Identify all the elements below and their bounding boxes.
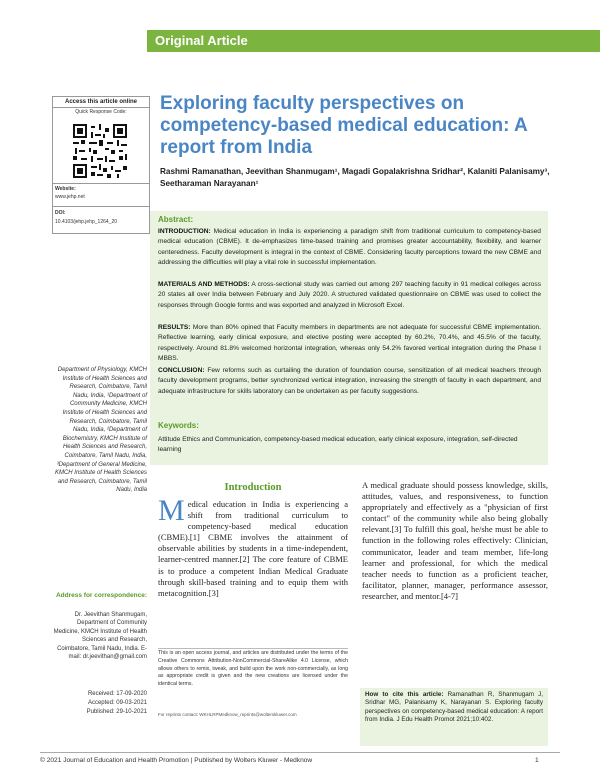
accepted-date: Accepted: 09-03-2021 xyxy=(87,699,147,706)
qr-code-icon[interactable] xyxy=(73,124,127,178)
website-label: Website: xyxy=(55,186,76,192)
abstract-conclusion-text: Few reforms such as curtailing the duration of foundation course, sensitization of all medical teachers through faculty development programs, better synchronized vertical integration, increasing the strength of faculty in each department, and adequate infrastructure for skills laboratory can be undertaken as per faculty suggestions. xyxy=(158,367,541,395)
body-column-2: A medical graduate should possess knowledge, skills, attitudes, values, and responsiveness, to function appropriately and effectively as a "physician of first contact" of the community while also being globally relevant.[3] To fulfill this goal, he/she must be able to function in the following roles effectively: Clinician, communicator, leader and team member, life-long learner and professional, for which the medical teacher needs to function as a proficient teacher, facilitator, planner, manager, performance assessor, researcher, and mentor.[4-7] xyxy=(362,480,548,601)
access-title: Access this article online xyxy=(52,96,150,108)
introduction-heading: Introduction xyxy=(224,482,282,493)
abstract-conclusion-label: CONCLUSION: xyxy=(158,367,205,374)
footer-text: © 2021 Journal of Education and Health Promotion | Published by Wolters Kluwer - Medknow xyxy=(40,757,313,764)
correspondence-address: Dr. Jeevithan Shanmugam, Department of Community Medicine, KMCH Institute of Health Sciences and Research, Coimbatore, Tamil Nadu, India. E-mail: dr.jeevithan@gmail.com xyxy=(53,612,147,661)
abstract-introduction xyxy=(158,227,541,268)
page-number: 1 xyxy=(535,757,539,764)
article-type-banner: Original Article xyxy=(147,30,600,52)
abstract-heading: Abstract: xyxy=(158,215,194,224)
abstract-results-text: More than 80% opined that Faculty members in departments are not adequate for successful CBME implementation. Reflective learning, early clinical exposure, and elective posting were accepted by 60.2%, 70.4%, and 45.5% of the faculty, respectively. Around 81.8% welcomed horizontal integration, whereas only 54.2% favored vertical integration during the Phase I MBBS. xyxy=(158,324,541,362)
open-access-notice: This is an open access journal, and articles are distributed under the terms of the Creative Commons Attribution-NonCommercial-ShareAlike 4.0 License, which allows others to remix, tweak, and build upon the work non-commercially, as long as appropriate credit is given and the new creations are licensed under the identical terms. xyxy=(158,650,348,688)
citation-text xyxy=(365,691,543,725)
body-column-1 xyxy=(158,494,348,599)
article-title: Exploring faculty perspectives on competency-based medical education: A report from India xyxy=(160,93,528,158)
abstract-results xyxy=(158,323,541,364)
received-date: Received: 17-09-2020 xyxy=(87,691,147,697)
affiliations: Department of Physiology, KMCH Institute of Health Sciences and Research, Coimbatore, Tamil Nadu, India, ¹Department of Community Medicine, KMCH Institute of Health Sciences and Research, Coimbatore, Tamil Nadu, India, ²Department of Biochemistry, KMCH Institute of Health Sciences and Research, Coimbatore, Tamil Nadu, India, ³Department of General Medicine, KMCH Institute of Health Sciences and Research, Coimbatore, Tamil Nadu, India xyxy=(54,367,147,494)
abstract-methods-label: MATERIALS AND METHODS: xyxy=(158,281,250,288)
sidebar-divider xyxy=(52,183,150,184)
abstract-intro-label: INTRODUCTION: xyxy=(158,228,211,235)
qr-label: Quick Response Code: xyxy=(75,109,127,115)
drop-cap: M xyxy=(158,494,185,527)
doi-link[interactable]: 10.4103/jehp.jehp_1264_20 xyxy=(55,219,118,225)
abstract-intro-text: Medical education in India is experiencing a paradigm shift from traditional curriculum to competency-based medical education (CBME). It de-emphasizes time-based training and promises greater accountability, flexibility, and learner centeredness. Faculty development is integral in the context of CBME. Considering faculty perceptions toward the new CBME and addressing the difficulties will play a vital role in successful implementation. xyxy=(158,228,541,266)
abstract-conclusion xyxy=(158,366,541,397)
author-list: Rashmi Ramanathan, Jeevithan Shanmugam¹, Magadi Gopalakrishna Sridhar², Kalaniti Palanisamy³, Seetharaman Narayanan¹ xyxy=(160,167,550,188)
citation-label: How to cite this article: xyxy=(365,691,444,698)
abstract-methods-text: A cross-sectional study was carried out among 297 teaching faculty in 91 medical colleges across 20 states all over India between February and July 2020. A structured validated questionnaire on CBME was used to collect the responses through Google forms and was exported and analyzed in Microsoft Excel. xyxy=(158,281,541,309)
sidebar-divider xyxy=(52,206,150,207)
abstract-methods xyxy=(158,280,541,311)
citation-body: Ramanathan R, Shanmugam J, Sridhar MG, Palanisamy K, Narayanan S. Exploring faculty perspectives on competency-based medical education: A report from India. J Edu Health Promot 2021;10:402. xyxy=(365,691,543,724)
abstract-results-label: RESULTS: xyxy=(158,324,191,331)
website-link[interactable]: www.jehp.net xyxy=(55,194,85,200)
article-dates xyxy=(52,690,147,716)
keywords-text: Attitude Ethics and Communication, competency-based medical education, early clinical exposure, integration, self-directed learning xyxy=(158,436,518,454)
doi-label: DOI: xyxy=(55,210,66,216)
keywords-heading: Keywords: xyxy=(158,421,199,430)
body-column-1-text: edical education in India is experiencing a shift from traditional curriculum to competency-based medical education (CBME).[1] CBME involves the attainment of observable abilities by students in a time-independent, learner-centred manner.[2] The core feature of CBME is to produce a competent Indian Medical Graduate through skill-based training and to equip them with metacognition.[3] xyxy=(158,499,348,598)
correspondence-heading: Address for correspondence: xyxy=(55,592,147,599)
footer-divider xyxy=(40,752,560,753)
reprints-contact[interactable]: For reprints contact: WKHLRPMedknow_reprints@wolterskluwer.com xyxy=(158,712,297,717)
published-date: Published: 29-10-2021 xyxy=(86,708,147,715)
